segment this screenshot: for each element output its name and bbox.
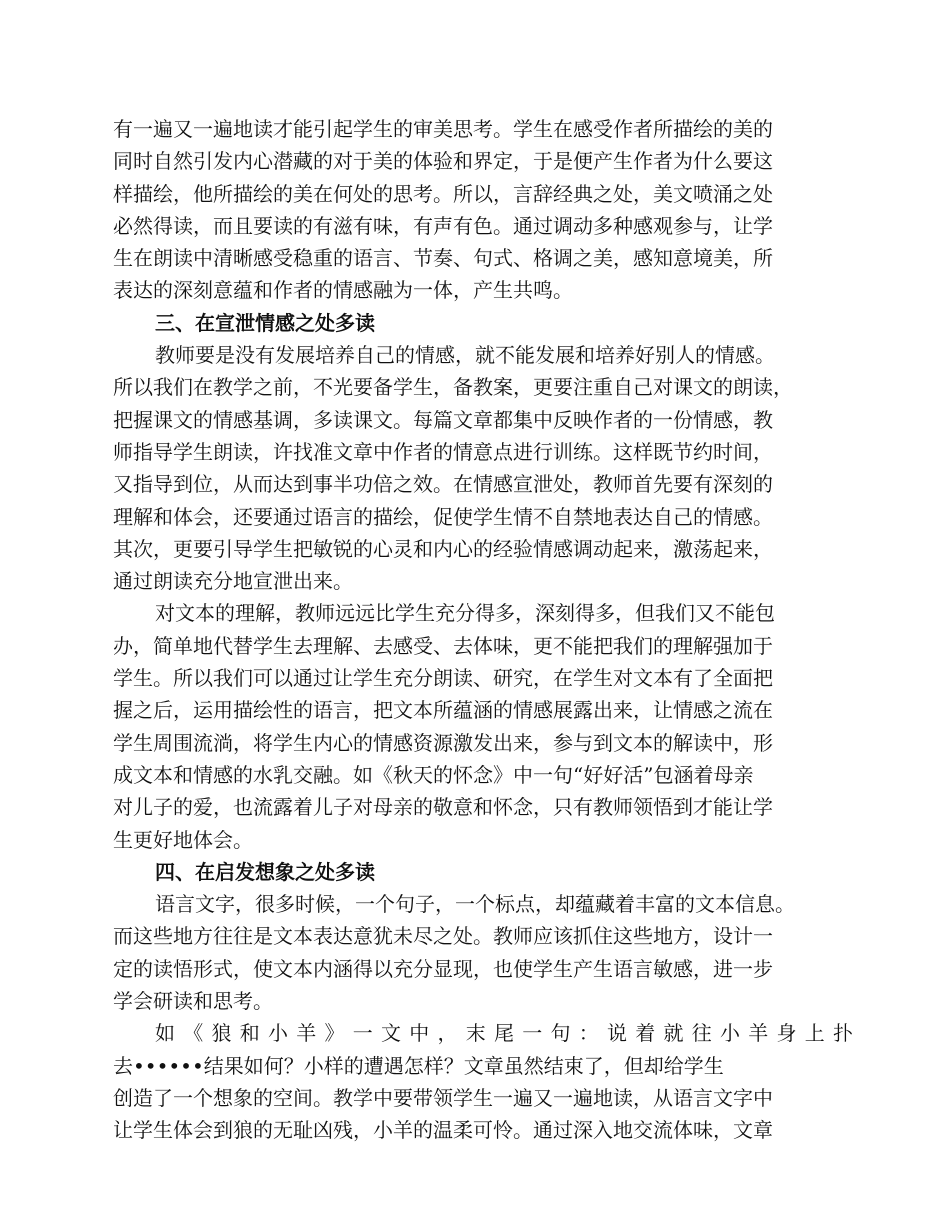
text-line: 语言文字，很多时候，一个句子，一个标点，却蕴藏着丰富的文本信息。 — [155, 892, 795, 917]
text-line: 同时自然引发内心潜藏的对于美的体验和界定，于是便产生作者为什么要这 — [113, 149, 773, 174]
text-line: 创造了一个想象的空间。教学中要带领学生一遍又一遍地读，从语言文字中 — [113, 1085, 773, 1110]
text-line: 有一遍又一遍地读才能引起学生的审美思考。学生在感受作者所描绘的美的 — [113, 117, 773, 141]
text-line: 学生周围流淌，将学生内心的情感资源激发出来，参与到文本的解读中，形 — [113, 730, 773, 755]
text-line: 定的读悟形式，使文本内涵得以充分显现，也使学生产生语言敏感，进一步 — [113, 956, 773, 981]
text-line: 其次，更要引导学生把敏锐的心灵和内心的经验情感调动起来，激荡起来， — [113, 536, 773, 561]
text-line: 而这些地方往往是文本表达意犹未尽之处。教师应该抓住这些地方，设计一 — [113, 924, 773, 949]
text-line: 理解和体会，还要通过语言的描绘，促使学生情不自禁地表达自己的情感。 — [113, 504, 773, 529]
text-line: 师指导学生朗读，许找准文章中作者的情意点进行训练。这样既节约时间， — [113, 439, 773, 464]
text-line: 学会研读和思考。 — [113, 989, 273, 1014]
text-line: 表达的深刻意蕴和作者的情感融为一体，产生共鸣。 — [113, 278, 573, 303]
text-line: 对文本的理解，教师远远比学生充分得多，深刻得多，但我们又不能包 — [155, 601, 775, 626]
text-line: 如《狼和小羊》一文中，末尾一句：说着就往小羊身上扑 — [155, 1021, 853, 1046]
text-line: 办，简单地代替学生去理解、去感受、去体味，更不能把我们的理解强加于 — [113, 633, 773, 658]
text-line: 让学生体会到狼的无耻凶残，小羊的温柔可怜。通过深入地交流体味，文章 — [113, 1118, 773, 1143]
text-line: 学生。所以我们可以通过让学生充分朗读、研究，在学生对文本有了全面把 — [113, 666, 773, 691]
text-line: 教师要是没有发展培养自己的情感，就不能发展和培养好别人的情感。 — [155, 343, 775, 368]
section-heading: 四、在启发想象之处多读 — [155, 859, 375, 884]
text-line: 生更好地体会。 — [113, 827, 253, 852]
text-line: 所以我们在教学之前，不光要备学生，备教案，更要注重自己对课文的朗读， — [113, 375, 793, 400]
document-page — [113, 113, 853, 1147]
section-heading: 三、在宣泄情感之处多读 — [155, 310, 375, 335]
text-line: 必然得读，而且要读的有滋有味，有声有色。通过调动多种感观参与，让学 — [113, 213, 773, 238]
text-line: 通过朗读充分地宣泄出来。 — [113, 569, 353, 594]
text-line: 又指导到位，从而达到事半功倍之效。在情感宣泄处，教师首先要有深刻的 — [113, 472, 773, 497]
text-line: 成文本和情感的水乳交融。如《秋天的怀念》中一句“好好活”包涵着母亲 — [113, 762, 754, 787]
text-line: 去••••••结果如何？小样的遭遇怎样？文章虽然结束了，但却给学生 — [113, 1053, 724, 1078]
text-line: 样描绘，他所描绘的美在何处的思考。所以，言辞经典之处，美文喷涌之处 — [113, 181, 773, 206]
text-line: 对儿子的爱，也流露着儿子对母亲的敬意和怀念，只有教师领悟到才能让学 — [113, 795, 773, 820]
text-line: 生在朗读中清晰感受稳重的语言、节奏、句式、格调之美，感知意境美，所 — [113, 246, 773, 271]
text-line: 把握课文的情感基调，多读课文。每篇文章都集中反映作者的一份情感，教 — [113, 407, 773, 432]
text-line: 握之后，运用描绘性的语言，把文本所蕴涵的情感展露出来，让情感之流在 — [113, 698, 773, 723]
